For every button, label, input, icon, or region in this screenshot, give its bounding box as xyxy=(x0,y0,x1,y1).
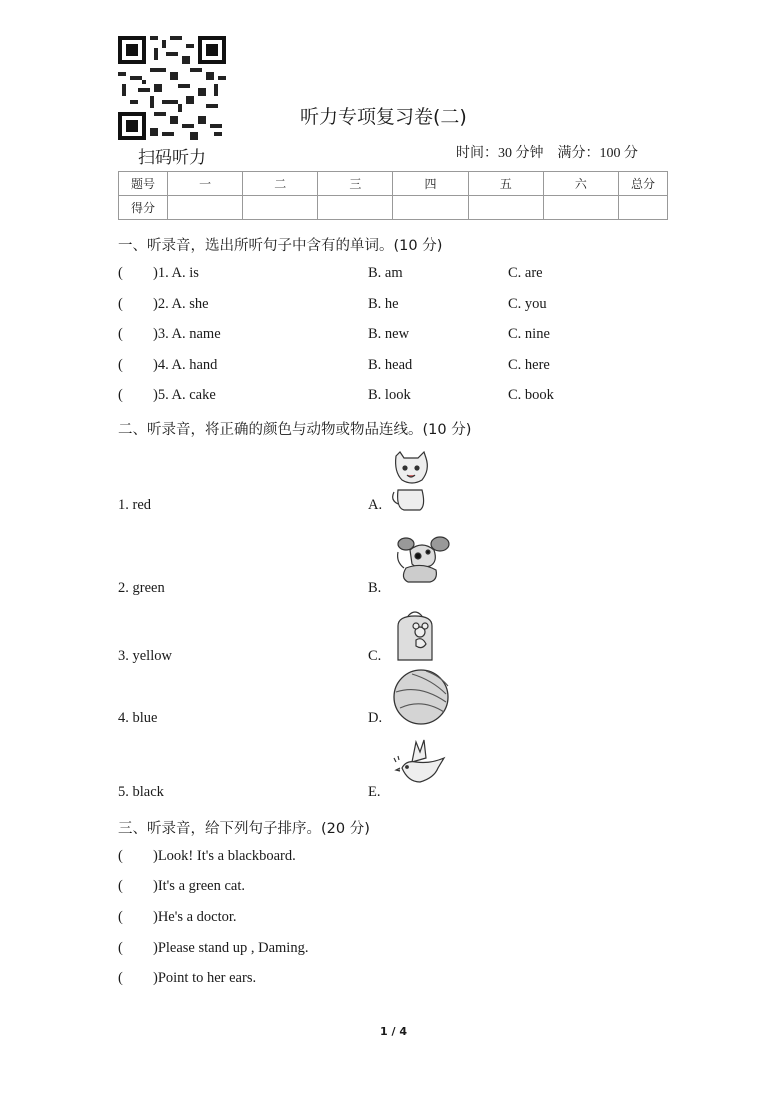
option-c: C. are xyxy=(508,265,543,281)
picture-letter-c: C. xyxy=(368,648,382,664)
score-input-cell[interactable] xyxy=(243,196,318,220)
score-cell: 二 xyxy=(243,172,318,196)
option-c: C. you xyxy=(508,296,547,312)
section3-heading: 三、听录音，给下列句子排序。(20 分) xyxy=(118,821,370,837)
option-a: )4. A. hand xyxy=(153,357,218,373)
picture-letter-e: E. xyxy=(368,784,381,800)
option-c: C. here xyxy=(508,357,550,373)
qr-code xyxy=(118,36,226,140)
color-item-black[interactable]: 5. black xyxy=(118,784,164,800)
ball-icon[interactable] xyxy=(392,668,450,726)
sentence: )He's a doctor. xyxy=(153,909,237,925)
dog-icon[interactable] xyxy=(392,532,452,588)
page-title: 听力专项复习卷(二) xyxy=(300,106,467,128)
score-input-cell[interactable] xyxy=(619,196,668,220)
order-paren[interactable]: ( xyxy=(118,909,123,925)
option-b: B. head xyxy=(368,357,413,373)
section2-heading: 二、听录音，将正确的颜色与动物或物品连线。(10 分) xyxy=(118,422,472,438)
backpack-icon[interactable] xyxy=(394,608,436,662)
answer-paren[interactable]: ( xyxy=(118,326,123,342)
exam-time-score: 时间：30 分钟 满分：100 分 xyxy=(456,146,638,161)
picture-letter-d: D. xyxy=(368,710,383,726)
score-table-header-row xyxy=(119,172,668,196)
sentence: )Look! It's a blackboard. xyxy=(153,848,296,864)
color-item-red[interactable]: 1. red xyxy=(118,497,152,513)
answer-paren[interactable]: ( xyxy=(118,296,123,312)
score-cell: 五 xyxy=(468,172,543,196)
sentence: )It's a green cat. xyxy=(153,878,245,894)
option-c: C. nine xyxy=(508,326,550,342)
sentence: )Please stand up , Daming. xyxy=(153,940,309,956)
answer-paren[interactable]: ( xyxy=(118,265,123,281)
order-paren[interactable]: ( xyxy=(118,940,123,956)
score-input-cell[interactable] xyxy=(468,196,543,220)
option-a: )1. A. is xyxy=(153,265,199,281)
score-cell: 四 xyxy=(393,172,468,196)
score-input-cell[interactable] xyxy=(318,196,393,220)
option-a: )5. A. cake xyxy=(153,387,216,403)
score-cell: 总分 xyxy=(619,172,668,196)
color-item-green[interactable]: 2. green xyxy=(118,580,165,596)
option-b: B. new xyxy=(368,326,410,342)
score-input-cell[interactable] xyxy=(393,196,468,220)
sentence: )Point to her ears. xyxy=(153,970,257,986)
score-input-cell[interactable] xyxy=(168,196,243,220)
score-table xyxy=(118,171,668,220)
qr-label: 扫码听力 xyxy=(138,148,206,168)
option-a: )3. A. name xyxy=(153,326,221,342)
score-cell: 题号 xyxy=(119,172,168,196)
score-table-score-row xyxy=(119,196,668,220)
cat-icon[interactable] xyxy=(390,450,434,512)
order-paren[interactable]: ( xyxy=(118,848,123,864)
score-cell: 一 xyxy=(168,172,243,196)
option-b: B. look xyxy=(368,387,411,403)
picture-letter-a: A. xyxy=(368,497,383,513)
bird-icon[interactable] xyxy=(390,738,448,788)
option-b: B. he xyxy=(368,296,399,312)
score-input-cell[interactable] xyxy=(543,196,618,220)
option-c: C. book xyxy=(508,387,554,403)
order-paren[interactable]: ( xyxy=(118,878,123,894)
section1-heading: 一、听录音，选出所听句子中含有的单词。(10 分) xyxy=(118,238,443,254)
answer-paren[interactable]: ( xyxy=(118,357,123,373)
answer-paren[interactable]: ( xyxy=(118,387,123,403)
score-cell: 得分 xyxy=(119,196,168,220)
option-a: )2. A. she xyxy=(153,296,209,312)
color-item-blue[interactable]: 4. blue xyxy=(118,710,158,726)
page-number: 1 / 4 xyxy=(380,1025,407,1038)
color-item-yellow[interactable]: 3. yellow xyxy=(118,648,172,664)
score-cell: 六 xyxy=(543,172,618,196)
option-b: B. am xyxy=(368,265,403,281)
order-paren[interactable]: ( xyxy=(118,970,123,986)
picture-letter-b: B. xyxy=(368,580,382,596)
score-cell: 三 xyxy=(318,172,393,196)
